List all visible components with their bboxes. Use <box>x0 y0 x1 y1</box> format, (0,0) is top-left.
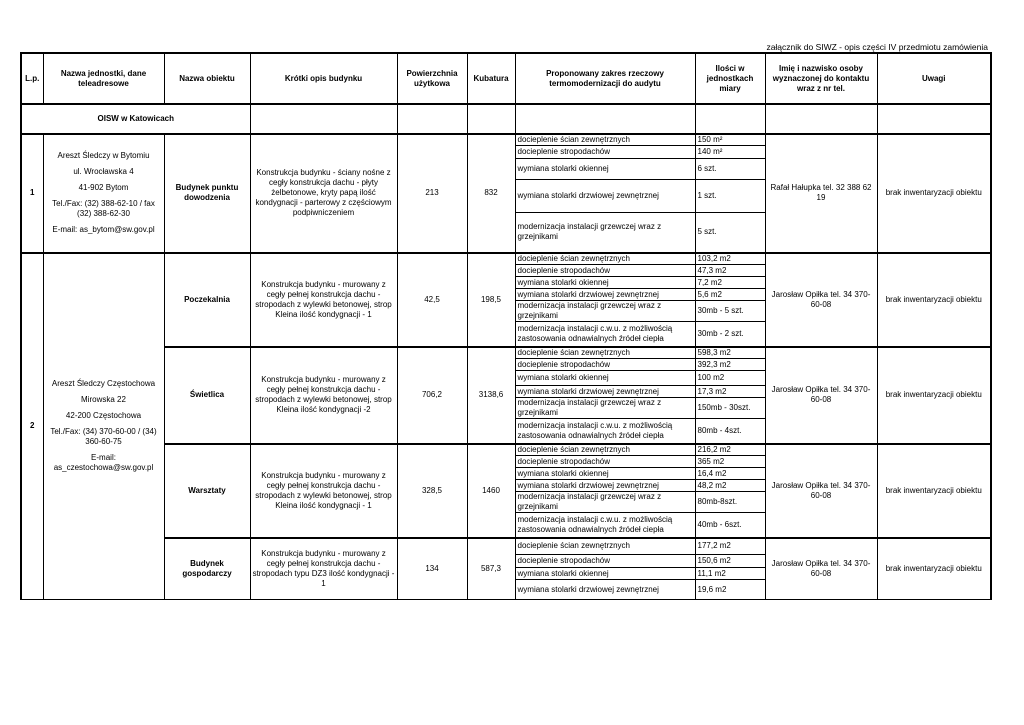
unit-address <box>43 134 164 253</box>
object-name: Poczekalnia <box>164 253 250 347</box>
scope-item: modernizacja instalacji grzewczej wraz z grzejnikami <box>515 301 695 322</box>
quantity: 17,3 m2 <box>695 386 765 398</box>
section-title: OISW w Katowicach <box>21 104 250 134</box>
quantity: 80mb-8szt. <box>695 492 765 513</box>
building-description: Konstrukcja budynku - murowany z cegły pełnej konstrukcja dachu - stropodach z wylewki betonowej, strop Kleina ilość kondygnacji -2 <box>250 347 397 444</box>
quantity: 30mb - 5 szt. <box>695 301 765 322</box>
header-object: Nazwa obiektu <box>164 53 250 104</box>
table-body <box>21 104 991 600</box>
object-name: Warsztaty <box>164 444 250 538</box>
scope-item: wymiana stolarki drzwiowej zewnętrznej <box>515 386 695 398</box>
scope-item: docieplenie stropodachów <box>515 146 695 159</box>
quantity: 5 szt. <box>695 213 765 253</box>
scope-item: docieplenie stropodachów <box>515 555 695 568</box>
unit-line: 41-902 Bytom <box>78 183 129 193</box>
scope-item: modernizacja instalacji grzewczej wraz z grzejnikami <box>515 398 695 419</box>
contact-person: Jarosław Opiłka tel. 34 370-60-08 <box>765 444 877 538</box>
unit-line: Tel./Fax: (34) 370-60-00 / (34) 360-60-75 <box>50 427 157 447</box>
building-description: Konstrukcja budynku - murowany z cegły pełnej konstrukcja dachu - stropodach z wylewki betonowej, strop Kleina ilość kondygnacji - 1 <box>250 444 397 538</box>
quantity: 47,3 m2 <box>695 265 765 277</box>
unit-line: Areszt Śledczy w Bytomiu <box>57 151 150 161</box>
contact-person: Rafał Hałupka tel. 32 388 62 19 <box>765 134 877 253</box>
volume: 832 <box>467 134 515 253</box>
table-row <box>21 444 991 456</box>
quantity: 150mb - 30szt. <box>695 398 765 419</box>
contact-person: Jarosław Opiłka tel. 34 370-60-08 <box>765 253 877 347</box>
scope-item: wymiana stolarki drzwiowej zewnętrznej <box>515 480 695 492</box>
unit-line: Mirowska 22 <box>81 395 126 405</box>
scope-item: docieplenie ścian zewnętrznych <box>515 444 695 456</box>
quantity: 140 m² <box>695 146 765 159</box>
usable-area: 42,5 <box>397 253 467 347</box>
scope-item: wymiana stolarki okiennej <box>515 277 695 289</box>
building-description: Konstrukcja budynku - ściany nośne z cegły konstrukcja dachu - płyty żelbetonowe, kryty papą ilość kondygnacji - parterowy z częściowym podpiwniczeniem <box>250 134 397 253</box>
buildings-table <box>20 52 992 600</box>
quantity: 11,1 m2 <box>695 568 765 580</box>
table-row <box>21 134 991 146</box>
scope-item: docieplenie ścian zewnętrznych <box>515 253 695 265</box>
scope-item: modernizacja instalacji c.w.u. z możliwością zastosowania odnawialnych źródeł ciepła <box>515 513 695 538</box>
quantity: 5,6 m2 <box>695 289 765 301</box>
scope-item: docieplenie ścian zewnętrznych <box>515 134 695 146</box>
volume: 198,5 <box>467 253 515 347</box>
quantity: 100 m2 <box>695 371 765 386</box>
remarks: brak inwentaryzacji obiektu <box>877 538 991 600</box>
contact-person: Jarosław Opiłka tel. 34 370-60-08 <box>765 347 877 444</box>
header-remarks: Uwagi <box>877 53 991 104</box>
scope-item: modernizacja instalacji grzewczej wraz z grzejnikami <box>515 213 695 253</box>
remarks: brak inwentaryzacji obiektu <box>877 444 991 538</box>
object-name: Świetlica <box>164 347 250 444</box>
scope-item: wymiana stolarki okiennej <box>515 468 695 480</box>
table-row <box>21 253 991 265</box>
usable-area: 706,2 <box>397 347 467 444</box>
table-row <box>21 538 991 555</box>
scope-item: wymiana stolarki okiennej <box>515 159 695 180</box>
unit-line: ul. Wrocławska 4 <box>73 167 134 177</box>
quantity: 80mb - 4szt. <box>695 419 765 444</box>
header-contact: Imię i nazwisko osoby wyznaczonej do kontaktu wraz z nr tel. <box>765 53 877 104</box>
scope-item: docieplenie stropodachów <box>515 265 695 277</box>
building-description: Konstrukcja budynku - murowany z cegły pełnej konstrukcja dachu - stropodach typu DZ3 ilość kondygnacji - 1 <box>250 538 397 600</box>
unit-line: Areszt Śledczy Częstochowa <box>51 379 156 389</box>
quantity: 7,2 m2 <box>695 277 765 289</box>
quantity: 365 m2 <box>695 456 765 468</box>
header-scope: Proponowany zakres rzeczowy termomodernizacji do audytu <box>515 53 695 104</box>
quantity: 392,3 m2 <box>695 359 765 371</box>
header-lp: L.p. <box>21 53 43 104</box>
scope-item: modernizacja instalacji c.w.u. z możliwością zastosowania odnawialnych źródeł ciepła <box>515 419 695 444</box>
scope-item: wymiana stolarki okiennej <box>515 371 695 386</box>
quantity: 150 m² <box>695 134 765 146</box>
table-row <box>21 347 991 359</box>
attachment-note: załącznik do SIWZ - opis części IV przedmiotu zamówienia <box>766 42 988 52</box>
unit-line: Tel./Fax: (32) 388-62-10 / fax (32) 388-62-30 <box>52 199 155 219</box>
object-name: Budynek gospodarczy <box>164 538 250 600</box>
object-name: Budynek punktu dowodzenia <box>164 134 250 253</box>
remarks: brak inwentaryzacji obiektu <box>877 347 991 444</box>
header-quantity: Ilości w jednostkach miary <box>695 53 765 104</box>
section-row <box>21 104 991 134</box>
quantity: 598,3 m2 <box>695 347 765 359</box>
usable-area: 328,5 <box>397 444 467 538</box>
unit-line: E-mail: as_bytom@sw.gov.pl <box>52 225 155 235</box>
scope-item: wymiana stolarki drzwiowej zewnętrznej <box>515 580 695 600</box>
header-unit: Nazwa jednostki, dane teleadresowe <box>43 53 164 104</box>
usable-area: 134 <box>397 538 467 600</box>
remarks: brak inwentaryzacji obiektu <box>877 134 991 253</box>
header-row <box>21 53 991 104</box>
quantity: 103,2 m2 <box>695 253 765 265</box>
quantity: 19,6 m2 <box>695 580 765 600</box>
quantity: 177,2 m2 <box>695 538 765 555</box>
quantity: 150,6 m2 <box>695 555 765 568</box>
unit-line: 42-200 Częstochowa <box>65 411 142 421</box>
scope-item: wymiana stolarki drzwiowej zewnętrznej <box>515 289 695 301</box>
quantity: 48,2 m2 <box>695 480 765 492</box>
row-number: 2 <box>21 253 43 600</box>
header-area: Powierzchnia użytkowa <box>397 53 467 104</box>
quantity: 1 szt. <box>695 180 765 213</box>
scope-item: docieplenie ścian zewnętrznych <box>515 538 695 555</box>
volume: 3138,6 <box>467 347 515 444</box>
building-description: Konstrukcja budynku - murowany z cegły pełnej konstrukcja dachu - stropodach z wylewki betonowej, strop Kleina ilość kondygnacji - 1 <box>250 253 397 347</box>
quantity: 30mb - 2 szt. <box>695 322 765 347</box>
scope-item: wymiana stolarki drzwiowej zewnętrznej <box>515 180 695 213</box>
unit-line: E-mail: as_czestochowa@sw.gov.pl <box>53 453 154 473</box>
row-number: 1 <box>21 134 43 253</box>
header-volume: Kubatura <box>467 53 515 104</box>
unit-address <box>43 253 164 600</box>
quantity: 40mb - 6szt. <box>695 513 765 538</box>
volume: 587,3 <box>467 538 515 600</box>
quantity: 216,2 m2 <box>695 444 765 456</box>
scope-item: wymiana stolarki okiennej <box>515 568 695 580</box>
quantity: 6 szt. <box>695 159 765 180</box>
quantity: 16,4 m2 <box>695 468 765 480</box>
volume: 1460 <box>467 444 515 538</box>
scope-item: docieplenie stropodachów <box>515 456 695 468</box>
scope-item: modernizacja instalacji grzewczej wraz z grzejnikami <box>515 492 695 513</box>
header-description: Krótki opis budynku <box>250 53 397 104</box>
usable-area: 213 <box>397 134 467 253</box>
contact-person: Jarosław Opiłka tel. 34 370-60-08 <box>765 538 877 600</box>
scope-item: modernizacja instalacji c.w.u. z możliwością zastosowania odnawialnych źródeł ciepła <box>515 322 695 347</box>
scope-item: docieplenie ścian zewnętrznych <box>515 347 695 359</box>
remarks: brak inwentaryzacji obiektu <box>877 253 991 347</box>
scope-item: docieplenie stropodachów <box>515 359 695 371</box>
